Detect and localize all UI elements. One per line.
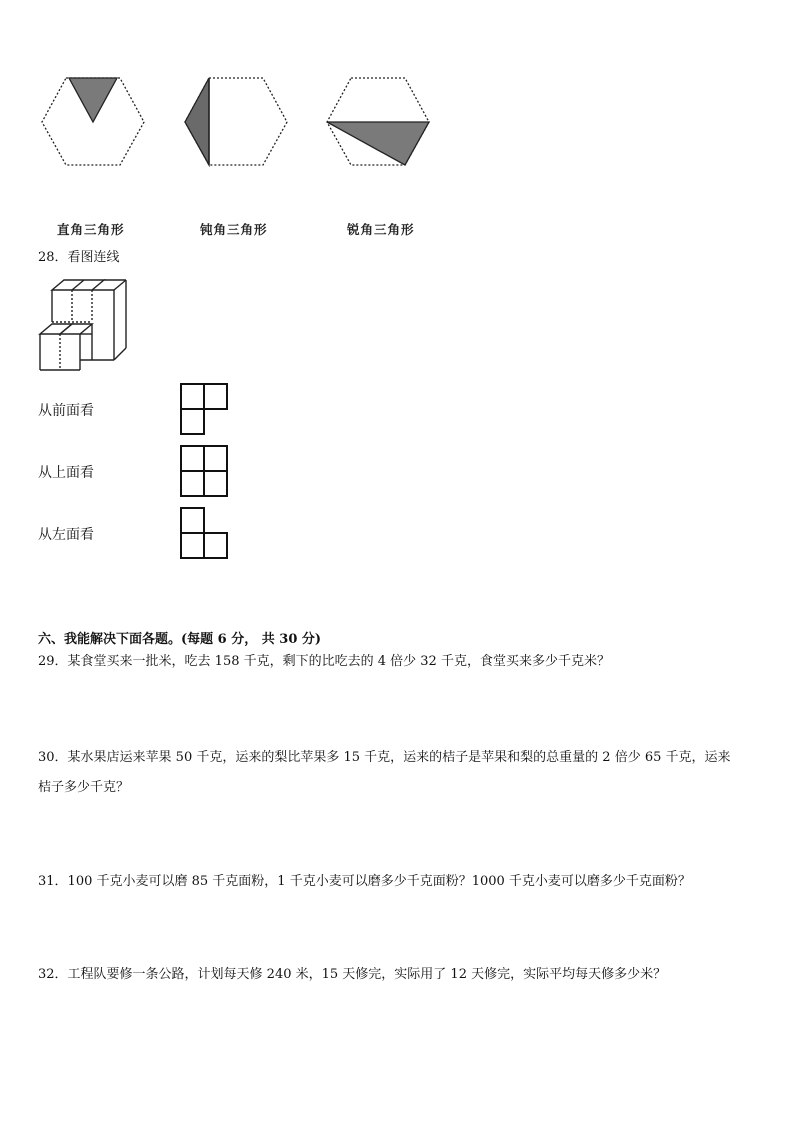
view-label-left: 从左面看 — [38, 527, 94, 543]
view-grid-3[interactable] — [179, 506, 231, 560]
shaded-triangle — [69, 78, 117, 122]
question-31: 31．100 千克小麦可以磨 85 千克面粉，1 千克小麦可以磨多少千克面粉？1000 千克小麦可以磨多少千克面粉？ — [38, 874, 691, 889]
view-grid-1[interactable] — [179, 382, 231, 436]
hexagon-figure-1 — [40, 75, 146, 167]
view-label-front: 从前面看 — [38, 403, 94, 419]
question-30-line-2: 桔子多少千克？ — [38, 780, 130, 795]
hexagon-label-2: 钝角三角形 — [200, 222, 268, 237]
hexagon-figure-3 — [325, 75, 431, 167]
question-29: 29．某食堂买来一批米，吃去 158 千克，剩下的比吃去的 4 倍少 32 千克，食堂买来多少千克米？ — [38, 654, 610, 669]
hexagon-label-1: 直角三角形 — [57, 222, 125, 237]
question-30-line-1: 30．某水果店运来苹果 50 千克，运来的梨比苹果多 15 千克，运来的桔子是苹果和梨的总重量的 2 倍少 65 千克，运来 — [38, 750, 731, 765]
shaded-triangle — [327, 122, 429, 165]
cube-solid-figure — [38, 278, 132, 374]
view-label-top: 从上面看 — [38, 465, 94, 481]
question-28-title: 28．看图连线 — [38, 250, 120, 265]
hexagon-figure-2 — [183, 75, 289, 167]
question-32: 32．工程队要修一条公路，计划每天修 240 米，15 天修完，实际用了 12 天修完，实际平均每天修多少米？ — [38, 967, 667, 982]
shaded-triangle — [185, 78, 209, 165]
view-grid-2[interactable] — [179, 444, 231, 498]
hexagon-label-3: 锐角三角形 — [347, 222, 415, 237]
section-6-title: 六、我能解决下面各题。(每题 6 分， 共 30 分) — [38, 632, 322, 647]
